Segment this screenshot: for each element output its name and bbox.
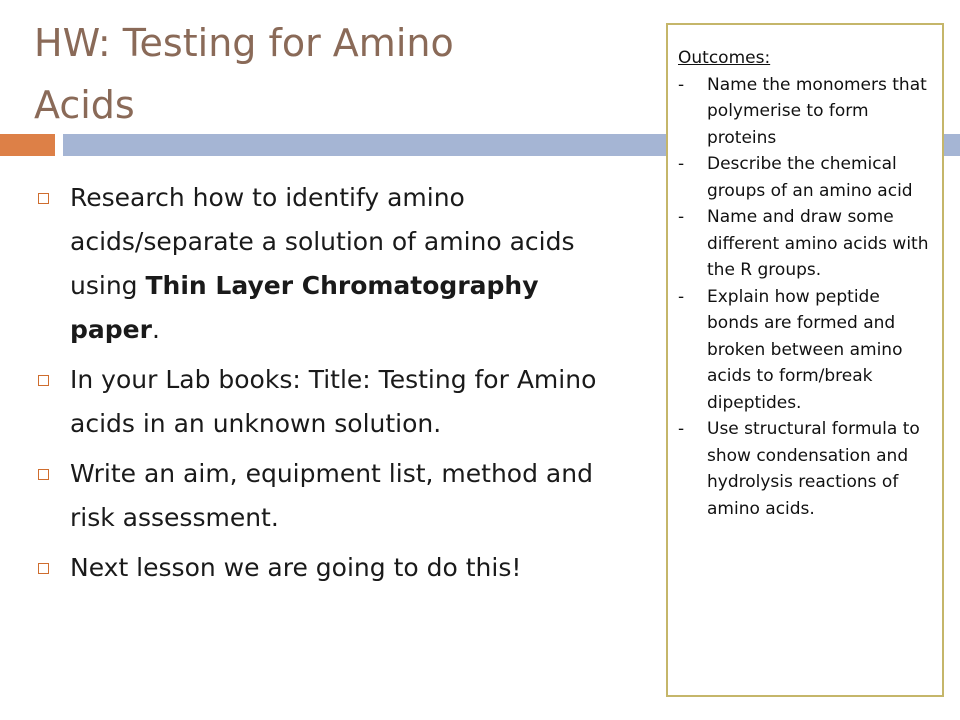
outcome-text: Describe the chemical groups of an amino acid: [707, 154, 913, 201]
bullet-text: Write an aim, equipment list, method and risk assessment.: [70, 459, 593, 532]
outcome-text: Use structural formula to show condensation and hydrolysis reactions of amino acids.: [707, 419, 920, 519]
bullet-text: Next lesson we are going to do this!: [70, 553, 522, 582]
bullet-text: In your Lab books: Title: Testing for Amino acids in an unknown solution.: [70, 365, 597, 438]
bullet-text: Research how to identify amino acids/separate a solution of amino acids using Thin Layer Chromatography paper.: [70, 183, 575, 344]
outcomes-heading: Outcomes:: [678, 48, 771, 68]
bullet-item: [36, 546, 636, 590]
bullet-item: [36, 176, 636, 352]
outcomes-list: [678, 72, 932, 523]
dash-marker: -: [678, 419, 685, 439]
dash-marker: -: [678, 154, 685, 174]
outcome-item: [678, 72, 932, 152]
slide-title: HW: Testing for Amino Acids: [34, 21, 454, 127]
outcome-text: Name and draw some different amino acids with the R groups.: [707, 207, 929, 280]
bold-term: Thin Layer Chromatography paper: [70, 271, 539, 344]
square-bullet-icon: [38, 563, 49, 574]
square-bullet-icon: [38, 469, 49, 480]
outcome-item: [678, 151, 932, 204]
outcome-item: [678, 204, 932, 284]
outcome-text: Name the monomers that polymerise to form proteins: [707, 74, 927, 148]
outcome-item: [678, 416, 932, 522]
bullet-item: [36, 358, 636, 446]
square-bullet-icon: [38, 375, 49, 386]
bullet-list: [36, 176, 636, 596]
dash-marker: -: [678, 286, 685, 307]
dash-marker: -: [678, 207, 685, 227]
outcome-text: Explain how peptide bonds are formed and broken between amino acids to form/break dipeptides.: [707, 286, 903, 413]
outcome-item: [678, 284, 932, 417]
dash-marker: -: [678, 74, 685, 95]
bullet-item: [36, 452, 636, 540]
square-bullet-icon: [38, 193, 49, 204]
accent-bar: [0, 134, 55, 156]
outcomes-box: [666, 23, 944, 697]
